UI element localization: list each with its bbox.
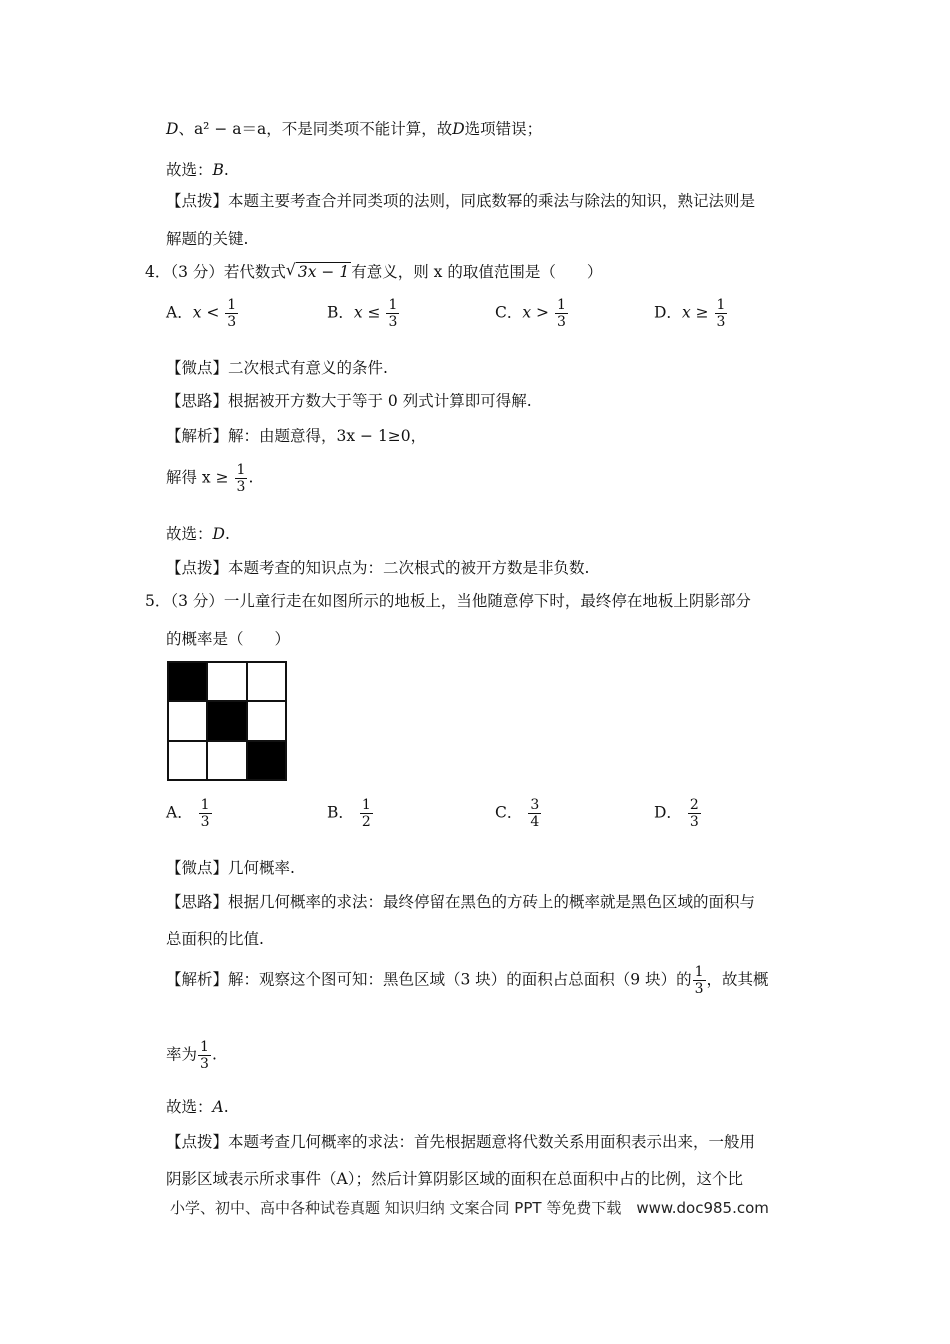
white-tile [207, 741, 246, 780]
black-tile [247, 741, 286, 780]
q5-analysis-line-2: 率为 $\frac{1}{3}$ . [166, 1039, 217, 1072]
q5-stem-line-2: 的概率是（ ） [166, 630, 291, 648]
q5-idea-line-2: 总面积的比值. [166, 930, 264, 948]
page-footer: 小学、初中、高中各种试卷真题 知识归纳 文案合同 PPT 等免费下载 www.doc985.com [170, 1199, 769, 1217]
q4-idea: 【思路】根据被开方数大于等于 0 列式计算即可得解. [166, 392, 532, 410]
q5-option-a: A． $\frac{1}{3}$ [166, 797, 210, 830]
q4-option-b: B．x ≤ $\frac{1}{3}$ [327, 297, 398, 330]
q5-answer: 故选：A. [166, 1098, 229, 1116]
q4-stem: 4．（3 分）若代数式 √ 3x − 1 有意义，则 x 的取值范围是（ ） [145, 261, 603, 281]
q5-analysis-line-1: 【解析】解：观察这个图可知：黑色区域（3 块）的面积占总面积（9 块）的 $\frac{1}{3}$ ，故其概 [166, 964, 769, 997]
q5-tip-line-1: 【点拨】本题考查几何概率的求法：首先根据题意将代数关系用面积表示出来，一般用 [166, 1133, 756, 1151]
q5-option-b: B． $\frac{1}{2}$ [327, 797, 371, 830]
q3-answer: 故选：B. [166, 161, 229, 179]
q3-option-d-text: D、a² − a＝a，不是同类项不能计算，故D选项错误； [166, 120, 543, 138]
q5-option-c: C． $\frac{3}{4}$ [495, 797, 540, 830]
white-tile [207, 662, 246, 701]
q4-option-d: D．x ≥ $\frac{1}{3}$ [654, 297, 726, 330]
q4-point: 【微点】二次根式有意义的条件. [166, 359, 388, 377]
q4-answer: 故选：D. [166, 525, 230, 543]
q5-stem-line-1: 5．（3 分）一儿童行走在如图所示的地板上，当他随意停下时，最终停在地板上阴影部分 [145, 592, 751, 610]
black-tile [207, 701, 246, 740]
q5-point: 【微点】几何概率. [166, 859, 295, 877]
q4-analysis: 【解析】解：由题意得，3x − 1≥0， [166, 427, 427, 445]
white-tile [168, 701, 207, 740]
q3-tip-line-2: 解题的关键. [166, 230, 249, 248]
q3-tip-line-1: 【点拨】本题主要考查合并同类项的法则，同底数幂的乘法与除法的知识，熟记法则是 [166, 192, 756, 210]
q5-idea-line-1: 【思路】根据几何概率的求法：最终停留在黑色的方砖上的概率就是黑色区域的面积与 [166, 893, 756, 911]
white-tile [247, 701, 286, 740]
white-tile [247, 662, 286, 701]
black-tile [168, 662, 207, 701]
q4-solution: 解得 x ≥ $\frac{1}{3}$ . [166, 462, 254, 495]
white-tile [168, 741, 207, 780]
sqrt-expression: √ 3x − 1 [285, 261, 350, 281]
q5-option-d: D． $\frac{2}{3}$ [654, 797, 699, 830]
floor-tile-grid [167, 661, 287, 781]
q4-option-c: C．x > $\frac{1}{3}$ [495, 297, 566, 330]
q5-tip-line-2: 阴影区域表示所求事件（A）；然后计算阴影区域的面积在总面积中占的比例，这个比 [166, 1170, 743, 1188]
q4-option-a: A．x < $\frac{1}{3}$ [166, 297, 237, 330]
q4-tip: 【点拨】本题考查的知识点为：二次根式的被开方数是非负数. [166, 559, 590, 577]
